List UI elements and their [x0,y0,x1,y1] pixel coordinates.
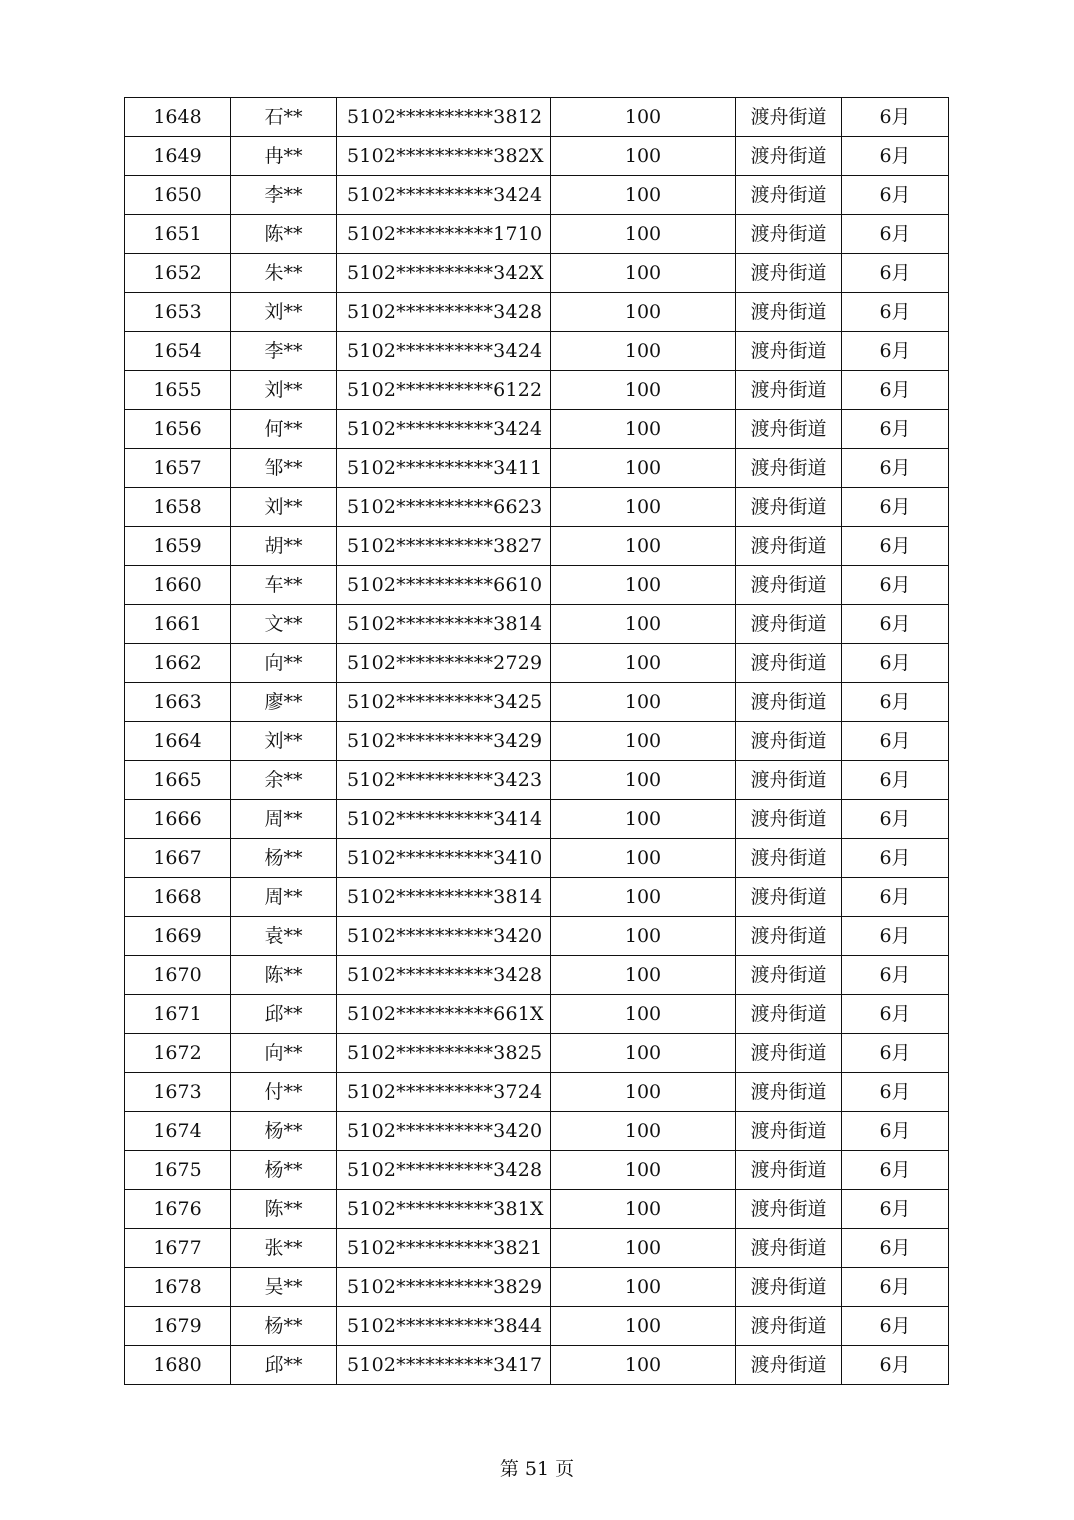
table-row [125,449,949,488]
table-row [125,839,949,878]
row-number-cell: 1668 [125,878,231,917]
row-number-cell: 1672 [125,1034,231,1073]
table-row [125,995,949,1034]
month-cell: 6月 [842,1073,949,1112]
street-cell: 渡舟街道 [736,1112,842,1151]
street-cell: 渡舟街道 [736,215,842,254]
row-number-cell: 1671 [125,995,231,1034]
month-cell: 6月 [842,1112,949,1151]
table-row [125,1346,949,1385]
month-cell: 6月 [842,449,949,488]
id-number-cell: 5102**********381X [337,1190,551,1229]
id-number-cell: 5102**********3814 [337,605,551,644]
id-number-cell: 5102**********3827 [337,527,551,566]
table-row [125,800,949,839]
id-number-cell: 5102**********3417 [337,1346,551,1385]
row-number-cell: 1667 [125,839,231,878]
amount-cell: 100 [551,98,736,137]
street-cell: 渡舟街道 [736,878,842,917]
street-cell: 渡舟街道 [736,1190,842,1229]
table-body [125,98,949,1385]
table-row [125,1268,949,1307]
amount-cell: 100 [551,956,736,995]
name-cell: 陈** [231,956,337,995]
amount-cell: 100 [551,1346,736,1385]
row-number-cell: 1653 [125,293,231,332]
month-cell: 6月 [842,878,949,917]
table-row [125,722,949,761]
month-cell: 6月 [842,605,949,644]
row-number-cell: 1657 [125,449,231,488]
month-cell: 6月 [842,293,949,332]
id-number-cell: 5102**********3844 [337,1307,551,1346]
street-cell: 渡舟街道 [736,410,842,449]
id-number-cell: 5102**********3428 [337,1151,551,1190]
id-number-cell: 5102**********3414 [337,800,551,839]
row-number-cell: 1676 [125,1190,231,1229]
name-cell: 刘** [231,371,337,410]
table-row [125,98,949,137]
row-number-cell: 1677 [125,1229,231,1268]
month-cell: 6月 [842,1151,949,1190]
amount-cell: 100 [551,1268,736,1307]
id-number-cell: 5102**********3425 [337,683,551,722]
row-number-cell: 1666 [125,800,231,839]
name-cell: 邹** [231,449,337,488]
street-cell: 渡舟街道 [736,527,842,566]
street-cell: 渡舟街道 [736,722,842,761]
id-number-cell: 5102**********3410 [337,839,551,878]
id-number-cell: 5102**********3825 [337,1034,551,1073]
amount-cell: 100 [551,1229,736,1268]
page-number: 第 51 页 [499,1458,575,1480]
amount-cell: 100 [551,1190,736,1229]
month-cell: 6月 [842,956,949,995]
id-number-cell: 5102**********3420 [337,917,551,956]
amount-cell: 100 [551,137,736,176]
amount-cell: 100 [551,722,736,761]
month-cell: 6月 [842,839,949,878]
name-cell: 刘** [231,293,337,332]
table-row [125,1307,949,1346]
id-number-cell: 5102**********3814 [337,878,551,917]
name-cell: 刘** [231,722,337,761]
name-cell: 付** [231,1073,337,1112]
row-number-cell: 1660 [125,566,231,605]
row-number-cell: 1662 [125,644,231,683]
street-cell: 渡舟街道 [736,761,842,800]
table-row [125,1112,949,1151]
street-cell: 渡舟街道 [736,332,842,371]
amount-cell: 100 [551,683,736,722]
month-cell: 6月 [842,98,949,137]
name-cell: 陈** [231,1190,337,1229]
row-number-cell: 1656 [125,410,231,449]
table-row [125,1190,949,1229]
row-number-cell: 1664 [125,722,231,761]
id-number-cell: 5102**********6623 [337,488,551,527]
name-cell: 杨** [231,1307,337,1346]
month-cell: 6月 [842,254,949,293]
name-cell: 刘** [231,488,337,527]
street-cell: 渡舟街道 [736,1268,842,1307]
row-number-cell: 1679 [125,1307,231,1346]
name-cell: 向** [231,644,337,683]
amount-cell: 100 [551,605,736,644]
row-number-cell: 1661 [125,605,231,644]
row-number-cell: 1652 [125,254,231,293]
row-number-cell: 1670 [125,956,231,995]
month-cell: 6月 [842,488,949,527]
row-number-cell: 1648 [125,98,231,137]
amount-cell: 100 [551,917,736,956]
amount-cell: 100 [551,839,736,878]
street-cell: 渡舟街道 [736,683,842,722]
id-number-cell: 5102**********6122 [337,371,551,410]
amount-cell: 100 [551,410,736,449]
table-row [125,878,949,917]
id-number-cell: 5102**********3821 [337,1229,551,1268]
month-cell: 6月 [842,1190,949,1229]
month-cell: 6月 [842,371,949,410]
name-cell: 向** [231,1034,337,1073]
id-number-cell: 5102**********1710 [337,215,551,254]
name-cell: 车** [231,566,337,605]
month-cell: 6月 [842,917,949,956]
row-number-cell: 1669 [125,917,231,956]
row-number-cell: 1663 [125,683,231,722]
id-number-cell: 5102**********6610 [337,566,551,605]
month-cell: 6月 [842,410,949,449]
amount-cell: 100 [551,995,736,1034]
table-row [125,410,949,449]
month-cell: 6月 [842,137,949,176]
street-cell: 渡舟街道 [736,995,842,1034]
id-number-cell: 5102**********3411 [337,449,551,488]
id-number-cell: 5102**********3423 [337,761,551,800]
month-cell: 6月 [842,800,949,839]
amount-cell: 100 [551,488,736,527]
amount-cell: 100 [551,527,736,566]
amount-cell: 100 [551,1034,736,1073]
name-cell: 李** [231,332,337,371]
table-row [125,332,949,371]
row-number-cell: 1650 [125,176,231,215]
name-cell: 杨** [231,1151,337,1190]
row-number-cell: 1680 [125,1346,231,1385]
street-cell: 渡舟街道 [736,917,842,956]
name-cell: 袁** [231,917,337,956]
street-cell: 渡舟街道 [736,800,842,839]
amount-cell: 100 [551,566,736,605]
name-cell: 石** [231,98,337,137]
amount-cell: 100 [551,878,736,917]
table-row [125,215,949,254]
month-cell: 6月 [842,332,949,371]
id-number-cell: 5102**********3428 [337,956,551,995]
table-row [125,917,949,956]
street-cell: 渡舟街道 [736,371,842,410]
street-cell: 渡舟街道 [736,1346,842,1385]
name-cell: 廖** [231,683,337,722]
amount-cell: 100 [551,449,736,488]
row-number-cell: 1665 [125,761,231,800]
id-number-cell: 5102**********3428 [337,293,551,332]
amount-cell: 100 [551,293,736,332]
amount-cell: 100 [551,254,736,293]
street-cell: 渡舟街道 [736,1229,842,1268]
id-number-cell: 5102**********3420 [337,1112,551,1151]
month-cell: 6月 [842,527,949,566]
month-cell: 6月 [842,566,949,605]
id-number-cell: 5102**********3429 [337,722,551,761]
table-row [125,644,949,683]
table-row [125,176,949,215]
table-row [125,683,949,722]
month-cell: 6月 [842,722,949,761]
amount-cell: 100 [551,1307,736,1346]
street-cell: 渡舟街道 [736,254,842,293]
id-number-cell: 5102**********3829 [337,1268,551,1307]
id-number-cell: 5102**********2729 [337,644,551,683]
row-number-cell: 1655 [125,371,231,410]
street-cell: 渡舟街道 [736,605,842,644]
name-cell: 冉** [231,137,337,176]
name-cell: 何** [231,410,337,449]
street-cell: 渡舟街道 [736,449,842,488]
name-cell: 文** [231,605,337,644]
amount-cell: 100 [551,800,736,839]
name-cell: 杨** [231,1112,337,1151]
table-row [125,605,949,644]
month-cell: 6月 [842,1229,949,1268]
table-row [125,956,949,995]
street-cell: 渡舟街道 [736,1073,842,1112]
table-row [125,566,949,605]
table-row [125,1034,949,1073]
name-cell: 吴** [231,1268,337,1307]
amount-cell: 100 [551,644,736,683]
table-row [125,527,949,566]
month-cell: 6月 [842,1346,949,1385]
id-number-cell: 5102**********3724 [337,1073,551,1112]
street-cell: 渡舟街道 [736,1307,842,1346]
month-cell: 6月 [842,644,949,683]
month-cell: 6月 [842,1034,949,1073]
table-row [125,488,949,527]
row-number-cell: 1659 [125,527,231,566]
table-row [125,293,949,332]
name-cell: 杨** [231,839,337,878]
table-row [125,254,949,293]
name-cell: 张** [231,1229,337,1268]
month-cell: 6月 [842,1307,949,1346]
name-cell: 陈** [231,215,337,254]
amount-cell: 100 [551,176,736,215]
table-row [125,371,949,410]
street-cell: 渡舟街道 [736,839,842,878]
id-number-cell: 5102**********3424 [337,176,551,215]
id-number-cell: 5102**********342X [337,254,551,293]
month-cell: 6月 [842,995,949,1034]
table-row [125,1073,949,1112]
name-cell: 周** [231,800,337,839]
amount-cell: 100 [551,371,736,410]
amount-cell: 100 [551,761,736,800]
street-cell: 渡舟街道 [736,956,842,995]
id-number-cell: 5102**********3424 [337,332,551,371]
street-cell: 渡舟街道 [736,488,842,527]
row-number-cell: 1678 [125,1268,231,1307]
row-number-cell: 1675 [125,1151,231,1190]
month-cell: 6月 [842,176,949,215]
name-cell: 邱** [231,995,337,1034]
amount-cell: 100 [551,1112,736,1151]
name-cell: 余** [231,761,337,800]
row-number-cell: 1673 [125,1073,231,1112]
amount-cell: 100 [551,1073,736,1112]
table-row [125,761,949,800]
street-cell: 渡舟街道 [736,98,842,137]
month-cell: 6月 [842,683,949,722]
row-number-cell: 1649 [125,137,231,176]
street-cell: 渡舟街道 [736,176,842,215]
name-cell: 邱** [231,1346,337,1385]
month-cell: 6月 [842,761,949,800]
table-row [125,1229,949,1268]
table-row [125,137,949,176]
month-cell: 6月 [842,1268,949,1307]
street-cell: 渡舟街道 [736,1151,842,1190]
name-cell: 胡** [231,527,337,566]
row-number-cell: 1651 [125,215,231,254]
month-cell: 6月 [842,215,949,254]
amount-cell: 100 [551,332,736,371]
row-number-cell: 1658 [125,488,231,527]
table-row [125,1151,949,1190]
street-cell: 渡舟街道 [736,1034,842,1073]
name-cell: 朱** [231,254,337,293]
amount-cell: 100 [551,215,736,254]
id-number-cell: 5102**********3812 [337,98,551,137]
row-number-cell: 1674 [125,1112,231,1151]
row-number-cell: 1654 [125,332,231,371]
name-cell: 李** [231,176,337,215]
amount-cell: 100 [551,1151,736,1190]
street-cell: 渡舟街道 [736,644,842,683]
street-cell: 渡舟街道 [736,137,842,176]
id-number-cell: 5102**********382X [337,137,551,176]
id-number-cell: 5102**********3424 [337,410,551,449]
street-cell: 渡舟街道 [736,293,842,332]
name-cell: 周** [231,878,337,917]
id-number-cell: 5102**********661X [337,995,551,1034]
street-cell: 渡舟街道 [736,566,842,605]
data-table [124,97,949,1385]
